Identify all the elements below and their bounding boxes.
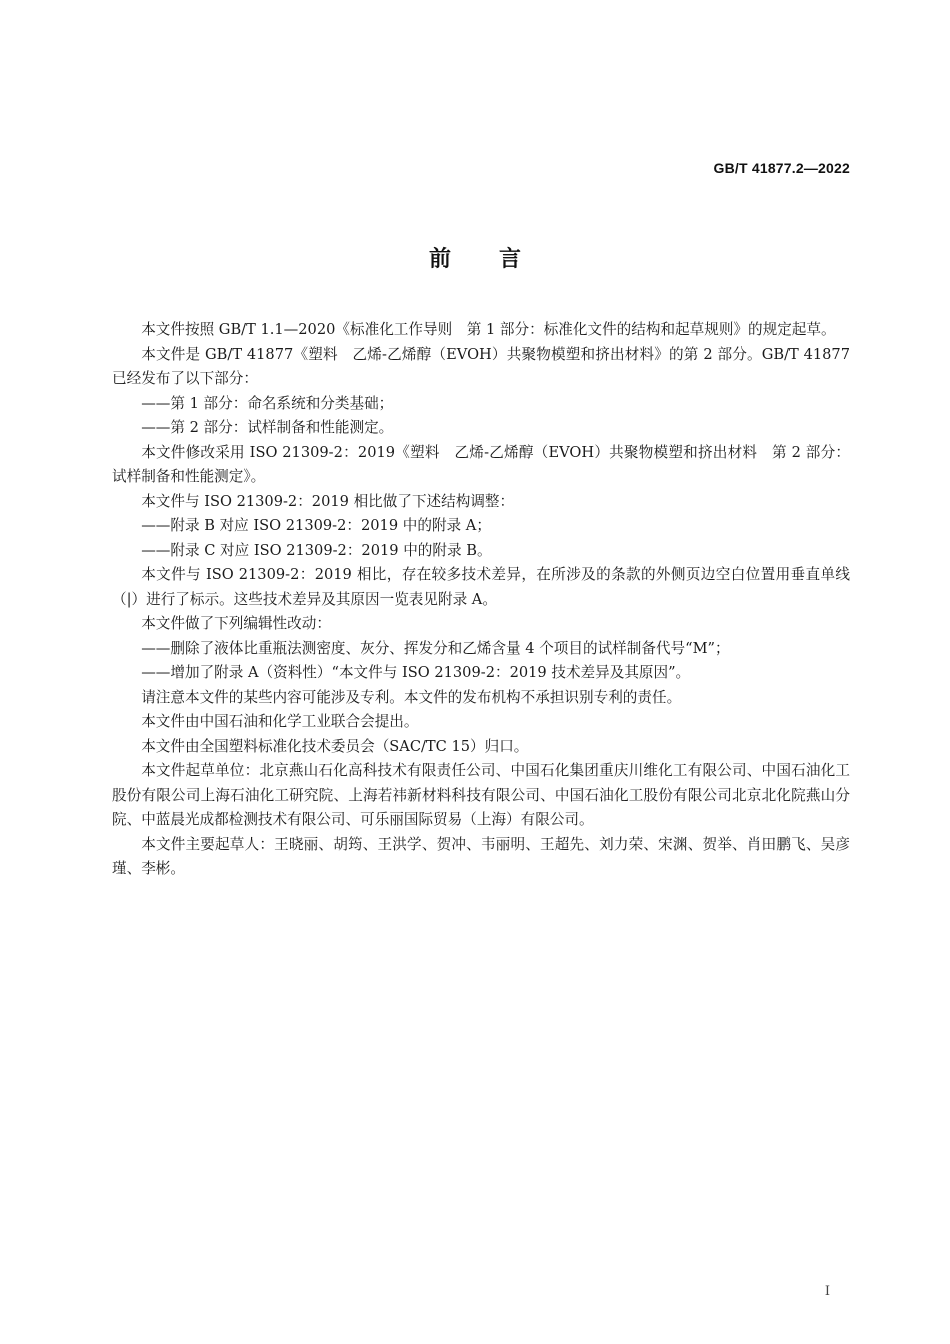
paragraph-structure-changes: 本文件与 ISO 21309-2：2019 相比做了下述结构调整： xyxy=(141,492,515,510)
paragraph-drafting-units: 本文件起草单位：北京燕山石化高科技术有限责任公司、中国石化集团重庆川维化工有限公司、中国石油化工股份有限公司上海石油化工研究院、上海若祎新材料科技有限公司、中国石油化工股份有限公司北京北化院燕山分院、中蓝晨光成都检测技术有限公司、可乐丽国际贸易（上海）有限公司。 xyxy=(112,762,850,828)
list-item-deleted-code: ——删除了液体比重瓶法测密度、灰分、挥发分和乙烯含量 4 个项目的试样制备代号“M”； xyxy=(141,639,730,657)
paragraph-editorial-changes: 本文件做了下列编辑性改动： xyxy=(141,615,331,632)
list-item-part-1: ——第 1 部分：命名系统和分类基础； xyxy=(141,394,394,412)
page-title: 前言 xyxy=(428,247,569,272)
list-item-added-annex: ——增加了附录 A（资料性）“本文件与 ISO 21309-2：2019 技术差异及其原因”。 xyxy=(141,664,691,681)
paragraph-series-intro: 本文件是 GB/T 41877《塑料 乙烯-乙烯醇（EVOH）共聚物模塑和挤出材料》的第 2 部分。GB/T 41877 已经发布了以下部分： xyxy=(112,345,850,387)
paragraph-proposed-by: 本文件由中国石油和化学工业联合会提出。 xyxy=(141,713,419,730)
paragraph-iso-adoption: 本文件修改采用 ISO 21309-2：2019《塑料 乙烯-乙烯醇（EVOH）共聚物模塑和挤出材料 第 2 部分：试样制备和性能测定》。 xyxy=(112,443,850,485)
preface-body xyxy=(112,318,850,882)
paragraph-administered-by: 本文件由全国塑料标准化技术委员会（SAC/TC 15）归口。 xyxy=(141,737,529,755)
paragraph-patent-notice: 请注意本文件的某些内容可能涉及专利。本文件的发布机构不承担识别专利的责任。 xyxy=(141,688,682,706)
list-item-part-2: ——第 2 部分：试样制备和性能测定。 xyxy=(141,419,394,436)
page-number: I xyxy=(824,1284,830,1299)
paragraph-drafters: 本文件主要起草人：王晓丽、胡筠、王洪学、贺冲、韦丽明、王超先、刘力荣、宋渊、贺举、肖田鹏飞、吴彦瑾、李彬。 xyxy=(112,835,850,877)
standard-number: GB/T 41877.2—2022 xyxy=(713,160,850,176)
list-item-annex-c: ——附录 C 对应 ISO 21309-2：2019 中的附录 B。 xyxy=(141,541,492,559)
paragraph-technical-differences: 本文件与 ISO 21309-2：2019 相比，存在较多技术差异，在所涉及的条款的外侧页边空白位置用垂直单线（|）进行了标示。这些技术差异及其原因一览表见附录 A。 xyxy=(112,566,850,608)
list-item-annex-b: ——附录 B 对应 ISO 21309-2：2019 中的附录 A； xyxy=(141,517,491,534)
paragraph-drafting-rules: 本文件按照 GB/T 1.1—2020《标准化工作导则 第 1 部分：标准化文件的结构和起草规则》的规定起草。 xyxy=(141,321,836,338)
